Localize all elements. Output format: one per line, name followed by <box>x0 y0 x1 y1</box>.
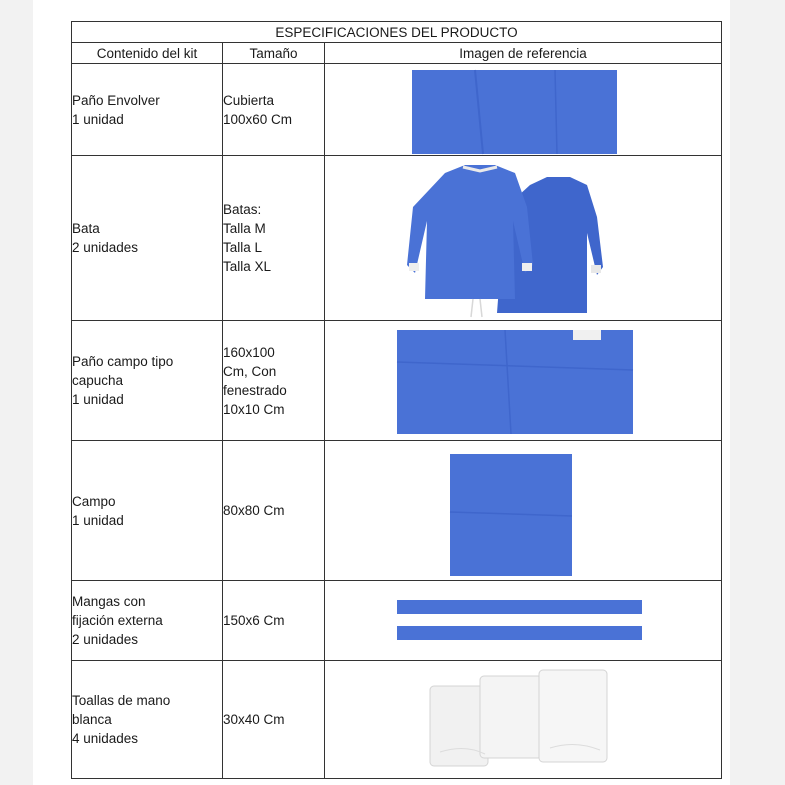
hood-drape-image <box>325 322 721 440</box>
row-content: Toallas de mano blanca 4 unidades <box>72 661 223 779</box>
header-content: Contenido del kit <box>72 43 223 64</box>
white-towels-image <box>325 662 721 778</box>
table-row <box>72 441 722 581</box>
row-image-cell <box>325 661 722 779</box>
towel <box>480 676 542 758</box>
surgical-gowns-image <box>325 157 721 320</box>
row-size: 30x40 Cm <box>223 661 325 779</box>
table-title: ESPECIFICACIONES DEL PRODUCTO <box>72 22 722 43</box>
wrap-sheet-image <box>325 65 721 155</box>
table-row <box>72 64 722 156</box>
header-size: Tamaño <box>223 43 325 64</box>
right-margin-band <box>730 0 785 785</box>
sleeve-strips-image <box>325 582 721 660</box>
row-image-cell <box>325 156 722 321</box>
row-content: Mangas con fijación externa 2 unidades <box>72 581 223 661</box>
row-size: 160x100 Cm, Con fenestrado 10x10 Cm <box>223 321 325 441</box>
row-size: Cubierta 100x60 Cm <box>223 64 325 156</box>
table-row <box>72 156 722 321</box>
square-drape-image <box>325 442 721 580</box>
row-image-cell <box>325 64 722 156</box>
left-margin-band <box>0 0 33 785</box>
row-image-cell <box>325 581 722 661</box>
hood-drape-shape <box>397 330 633 434</box>
row-content: Paño Envolver 1 unidad <box>72 64 223 156</box>
sleeve-strip <box>397 626 642 640</box>
wrap-sheet-shape <box>412 70 617 154</box>
row-content: Campo 1 unidad <box>72 441 223 581</box>
product-spec-table <box>71 21 722 779</box>
fenestration-tab <box>573 330 601 340</box>
row-size: 150x6 Cm <box>223 581 325 661</box>
row-image-cell <box>325 321 722 441</box>
sleeve-strip <box>397 600 642 614</box>
row-size: Batas: Talla M Talla L Talla XL <box>223 156 325 321</box>
table-row <box>72 321 722 441</box>
header-row <box>72 43 722 64</box>
header-image: Imagen de referencia <box>325 43 722 64</box>
towel <box>430 686 488 766</box>
row-content: Bata 2 unidades <box>72 156 223 321</box>
towel <box>539 670 607 762</box>
table-row <box>72 581 722 661</box>
row-size: 80x80 Cm <box>223 441 325 581</box>
row-image-cell <box>325 441 722 581</box>
row-content: Paño campo tipo capucha 1 unidad <box>72 321 223 441</box>
table-row <box>72 661 722 779</box>
